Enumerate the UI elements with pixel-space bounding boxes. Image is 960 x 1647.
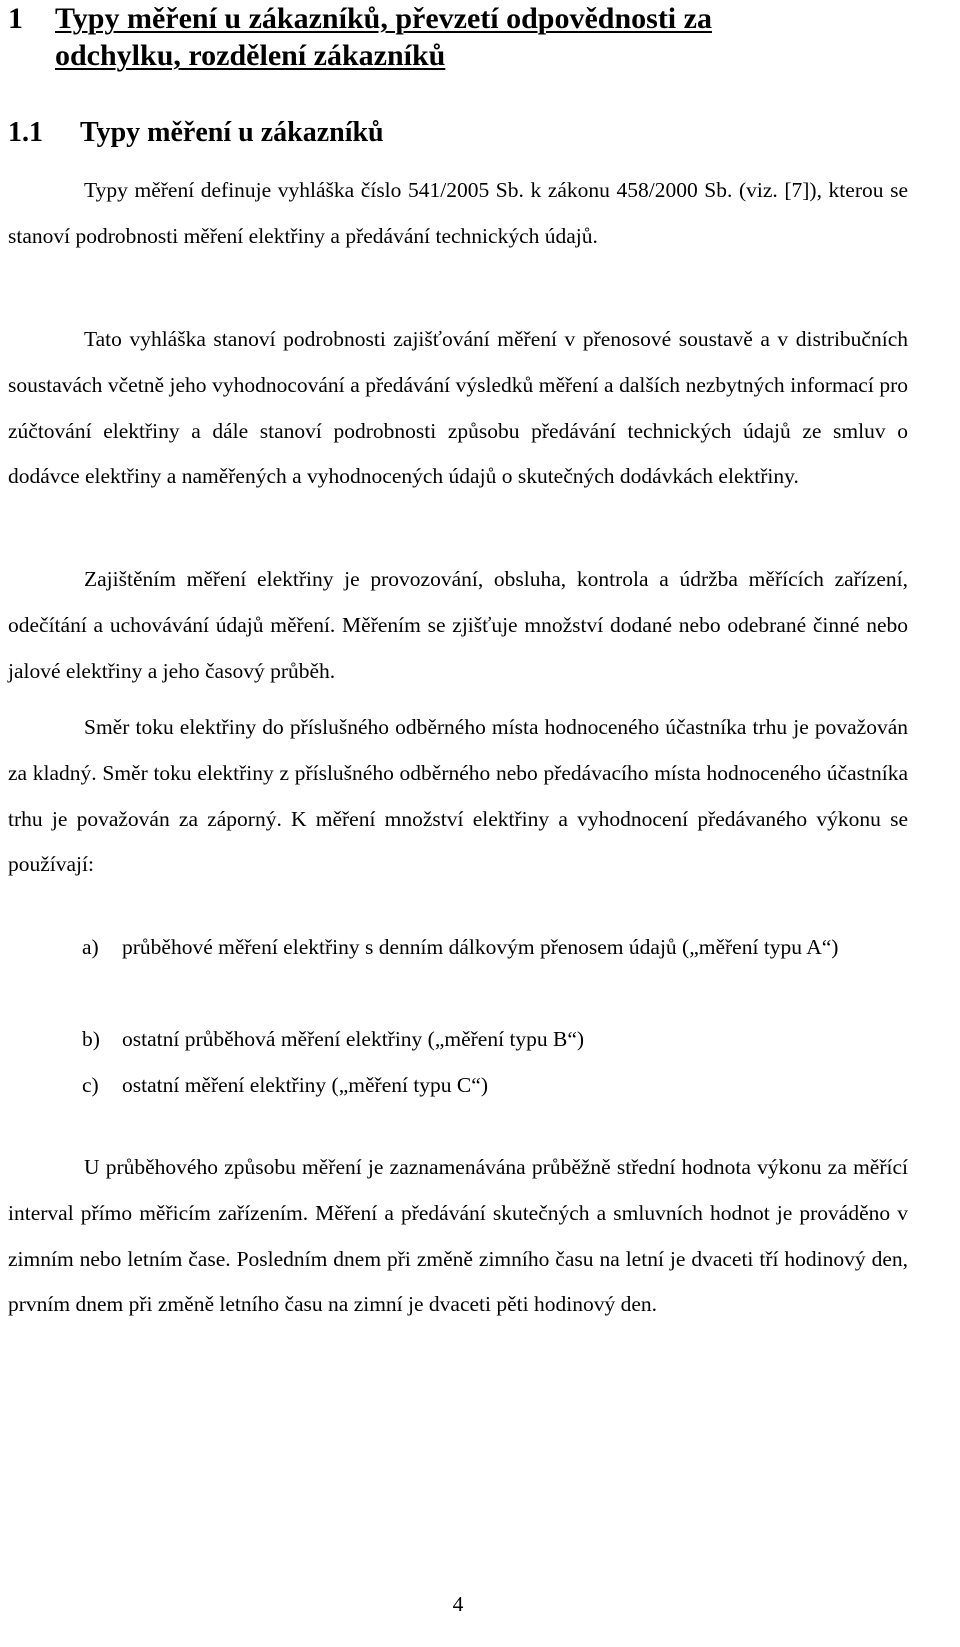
paragraph-4: Směr toku elektřiny do příslušného odběrného místa hodnoceného účastníka trhu je považován za kladný. Směr toku elektřiny z příslušného odběrného nebo předávacího místa hodnoceného účastníka trhu je považován za záporný. K měření množství elektřiny a vyhodnocení předávaného výkonu se používají: — [8, 715, 908, 877]
list-item-c — [82, 1063, 912, 1109]
chapter-title-line-1: Typy měření u zákazníků, převzetí odpovědnosti za — [55, 2, 712, 35]
paragraph-1: Typy měření definuje vyhláška číslo 541/2005 Sb. k zákonu 458/2000 Sb. (viz. [7]), kterou se stanoví podrobnosti měření elektřiny a předávání technických údajů. — [8, 178, 908, 248]
list-item-a — [82, 925, 912, 971]
paragraph-2: Tato vyhláška stanoví podrobnosti zajišťování měření v přenosové soustavě a v distribučních soustavách včetně jeho vyhodnocování a předávání výsledků měření a dalších nezbytných informací pro zúčtování elektřiny a dále stanoví podrobnosti způsobu předávání technických údajů ze smluv o dodávce elektřiny a naměřených a vyhodnocených údajů o skutečných dodávkách elektřiny. — [8, 327, 908, 489]
paragraph-3: Zajištěním měření elektřiny je provozování, obsluha, kontrola a údržba měřících zařízení, odečítání a uchovávání údajů měření. Měřením se zjišťuje množství dodané nebo odebrané činné nebo jalové elektřiny a jeho časový průběh. — [8, 567, 908, 683]
list-marker: c) — [82, 1073, 99, 1097]
chapter-title-line-2: odchylku, rozdělení zákazníků — [55, 39, 446, 72]
paragraph-5: U průběhového způsobu měření je zaznamenávána průběžně střední hodnota výkonu za měřící interval přímo měřicím zařízením. Měření a předávání skutečných a smluvních hodnot je prováděno v zimním nebo letním čase. Posledním dnem při změně zimního času na letní je dvaceti tří hodinový den, prvním dnem při změně letního času na zimní je dvaceti pěti hodinový den. — [8, 1155, 908, 1317]
list-item-text: ostatní průběhová měření elektřiny („měření typu B“) — [122, 1027, 585, 1051]
list-item-b — [82, 1017, 912, 1063]
chapter-number: 1 — [8, 2, 23, 35]
list-item-text: průběhové měření elektřiny s denním dálkovým přenosem údajů („měření typu A“) — [122, 935, 839, 959]
list-marker: b) — [82, 1027, 100, 1051]
list-marker: a) — [82, 935, 99, 959]
section-number: 1.1 — [8, 117, 43, 148]
section-title: Typy měření u zákazníků — [80, 117, 384, 148]
page-number: 4 — [452, 1592, 464, 1616]
list-item-text: ostatní měření elektřiny („měření typu C“) — [122, 1073, 488, 1097]
